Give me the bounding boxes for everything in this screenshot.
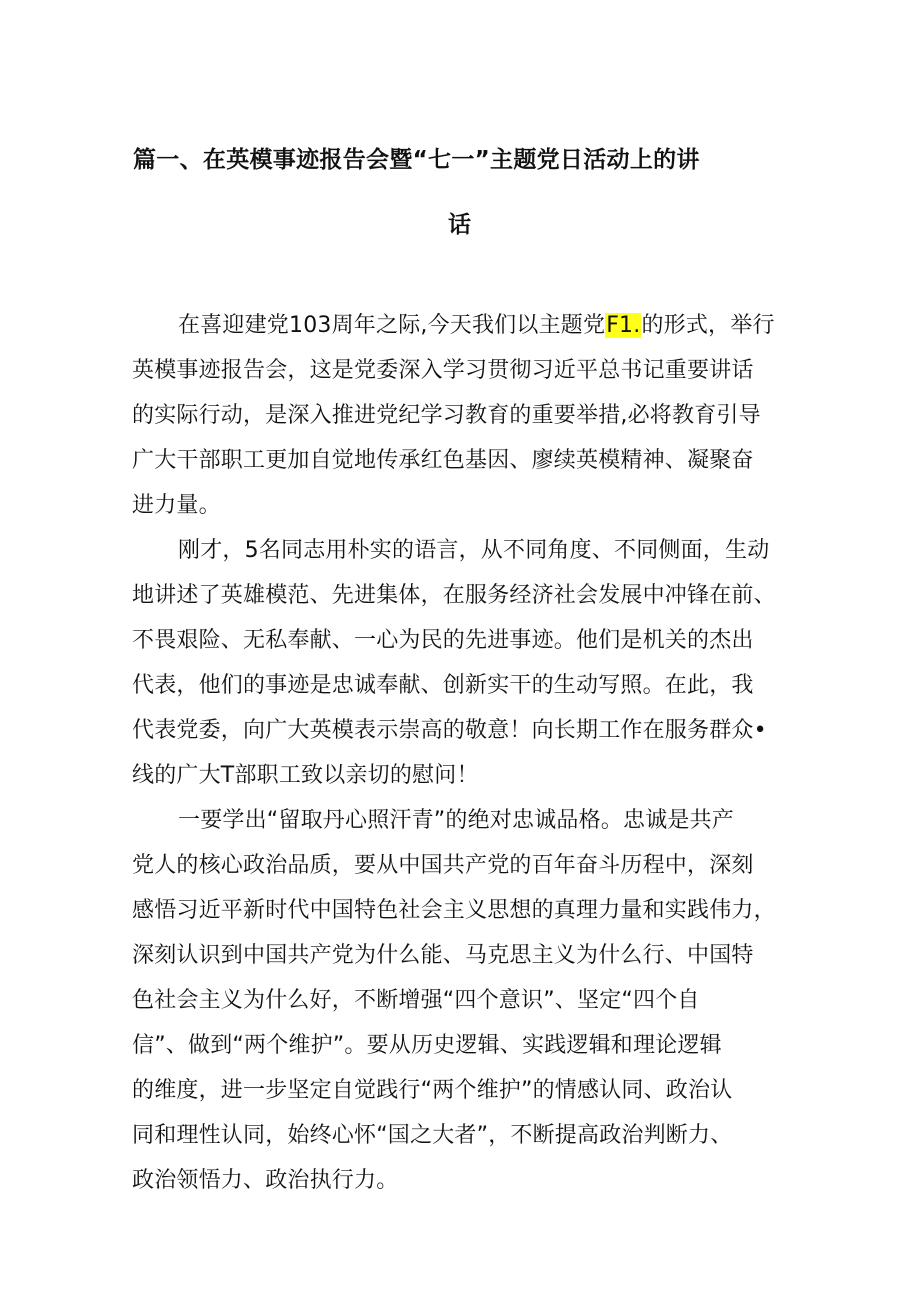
paragraph-line: 感悟习近平新时代中国特色社会主义思想的真理力量和实践伟力， — [132, 898, 776, 923]
paragraph-line: 一要学出“留取丹心照汗青”的绝对忠诚品格。忠诚是共产 — [178, 808, 734, 833]
paragraph-line: 党人的核心政治品质，要从中国共产党的百年奋斗历程中，深刻 — [132, 853, 754, 878]
line-text: 的形式，举行 — [641, 313, 775, 338]
paragraph-line: 不畏艰险、无私奉献、一心为民的先进事迹。他们是机关的杰出 — [132, 628, 754, 653]
paragraph-line — [132, 303, 788, 348]
paragraph-line: 政治领悟力、政治执行力。 — [132, 1168, 399, 1193]
paragraph-line: 代表，他们的事迹是忠诚奉献、创新实干的生动写照。在此，我 — [132, 673, 754, 698]
paragraph-line: 深刻认识到中国共产党为什么能、马克思主义为什么行、中国特 — [132, 943, 754, 968]
paragraph-line: 地讲述了英雄模范、先进集体，在服务经济社会发展中冲锋在前、 — [132, 583, 776, 608]
paragraph-line: 同和理性认同，始终心怀“国之大者”，不断提高政治判断力、 — [132, 1123, 733, 1148]
paragraph-line: 代表党委，向广大英模表示崇高的敬意！向长期工作在服务群众• — [132, 718, 767, 743]
paragraph-3 — [132, 798, 788, 1203]
paragraph-2 — [132, 528, 788, 798]
document-title: 篇一、在英模事迹报告会暨“七一”主题党日活动上的讲 — [133, 147, 700, 173]
paragraph-line: 英模事迹报告会，这是党委深入学习贯彻习近平总书记重要讲话 — [132, 358, 754, 383]
highlighted-text: F1. — [606, 313, 641, 338]
paragraph-line: 广大干部职工更加自觉地传承红色基因、廖续英模精神、凝聚奋 — [132, 448, 754, 473]
document-title-continuation: 话 — [448, 212, 471, 238]
paragraph-line: 线的广大T部职工致以亲切的慰问！ — [132, 763, 479, 788]
paragraph-line: 信”、做到“两个维护”。要从历史逻辑、实践逻辑和理论逻辑 — [132, 1033, 722, 1058]
paragraph-line: 进力量。 — [132, 493, 221, 518]
paragraph-line: 的实际行动，是深入推进党纪学习教育的重要举措,必将教育引导 — [132, 403, 761, 428]
paragraph-line: 刚才，5名同志用朴实的语言，从不同角度、不同侧面，生动 — [178, 538, 770, 563]
document-body — [132, 303, 788, 1203]
paragraph-1 — [132, 303, 788, 528]
paragraph-line: 色社会主义为什么好，不断增强“四个意识”、坚定“四个自 — [132, 988, 700, 1013]
paragraph-line: 的维度，进一步坚定自觉践行“两个维护”的情感认同、政治认 — [132, 1078, 733, 1103]
line-text: 在喜迎建党103周年之际,今天我们以主题党 — [178, 313, 606, 338]
